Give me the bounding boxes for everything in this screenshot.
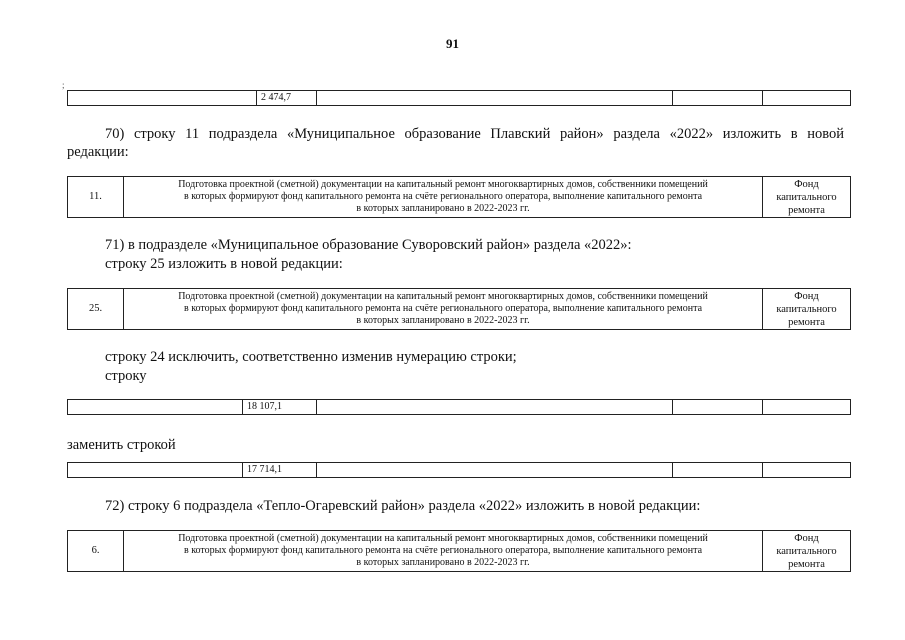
cell-value: 2 474,7 <box>257 91 317 106</box>
desc-line: в которых формируют фонд капитального ремонта на счёте регионального оператора, выполнение капитального ремонта <box>183 303 703 314</box>
fund-line: ремонта <box>788 558 825 570</box>
cell-empty <box>317 91 673 106</box>
row-number: 25. <box>68 289 124 330</box>
desc-line: Подготовка проектной (сметной) документации на капитальный ремонт многоквартирных домов, собственники помещений <box>178 533 708 544</box>
row-description <box>124 177 763 218</box>
fund-line: Фонд <box>794 178 819 190</box>
cell-empty <box>68 400 243 415</box>
fund-line: ремонта <box>788 316 825 328</box>
desc-line: в которых формируют фонд капитального ремонта на счёте регионального оператора, выполнение капитального ремонта <box>183 191 703 202</box>
desc-line: в которых формируют фонд капитального ремонта на счёте регионального оператора, выполнение капитального ремонта <box>183 545 703 556</box>
paragraph-71b-line2: строку <box>105 368 147 384</box>
row-6-table <box>67 530 851 572</box>
fund-line: капитального <box>776 191 837 203</box>
row-number: 6. <box>68 531 124 572</box>
row-description <box>124 531 763 572</box>
desc-line: Подготовка проектной (сметной) документации на капитальный ремонт многоквартирных домов, собственники помещений <box>178 291 708 302</box>
row-fund <box>763 289 851 330</box>
paragraph-70-line2: редакции: <box>67 144 129 160</box>
paragraph-72: 72) строку 6 подраздела «Тепло-Огаревский район» раздела «2022» изложить в новой редакции: <box>105 498 701 514</box>
desc-line: в которых запланировано в 2022-2023 гг. <box>356 557 530 568</box>
row-fund <box>763 531 851 572</box>
row-description <box>124 289 763 330</box>
desc-line: в которых запланировано в 2022-2023 гг. <box>356 315 530 326</box>
fund-line: Фонд <box>794 290 819 302</box>
paragraph-70-line1: 70) строку 11 подраздела «Муниципальное образование Плавский район» раздела «2022» изложить в новой <box>105 126 844 142</box>
new-value-row <box>67 462 851 478</box>
cell-value: 17 714,1 <box>243 463 317 478</box>
cell-empty <box>673 463 763 478</box>
row-11-table <box>67 176 851 218</box>
desc-line: в которых запланировано в 2022-2023 гг. <box>356 203 530 214</box>
fund-line: капитального <box>776 303 837 315</box>
cell-empty <box>317 463 673 478</box>
cell-empty <box>68 91 257 106</box>
cell-empty <box>763 400 851 415</box>
cell-empty <box>673 91 763 106</box>
fund-line: капитального <box>776 545 837 557</box>
paragraph-71b-line1: строку 24 исключить, соответственно изменив нумерацию строки; <box>105 349 517 365</box>
cell-value: 18 107,1 <box>243 400 317 415</box>
cell-empty <box>317 400 673 415</box>
page-number: 91 <box>446 36 459 51</box>
row-fund <box>763 177 851 218</box>
scan-mark: ; <box>62 80 65 90</box>
top-value-row <box>67 90 851 106</box>
cell-empty <box>763 463 851 478</box>
cell-empty <box>68 463 243 478</box>
replace-text: заменить строкой <box>67 437 176 453</box>
cell-empty <box>763 91 851 106</box>
cell-empty <box>673 400 763 415</box>
paragraph-71-line2: строку 25 изложить в новой редакции: <box>105 256 343 272</box>
paragraph-71-line1: 71) в подразделе «Муниципальное образование Суворовский район» раздела «2022»: <box>105 237 632 253</box>
old-value-row <box>67 399 851 415</box>
row-number: 11. <box>68 177 124 218</box>
fund-line: Фонд <box>794 532 819 544</box>
desc-line: Подготовка проектной (сметной) документации на капитальный ремонт многоквартирных домов, собственники помещений <box>178 179 708 190</box>
fund-line: ремонта <box>788 204 825 216</box>
row-25-table <box>67 288 851 330</box>
